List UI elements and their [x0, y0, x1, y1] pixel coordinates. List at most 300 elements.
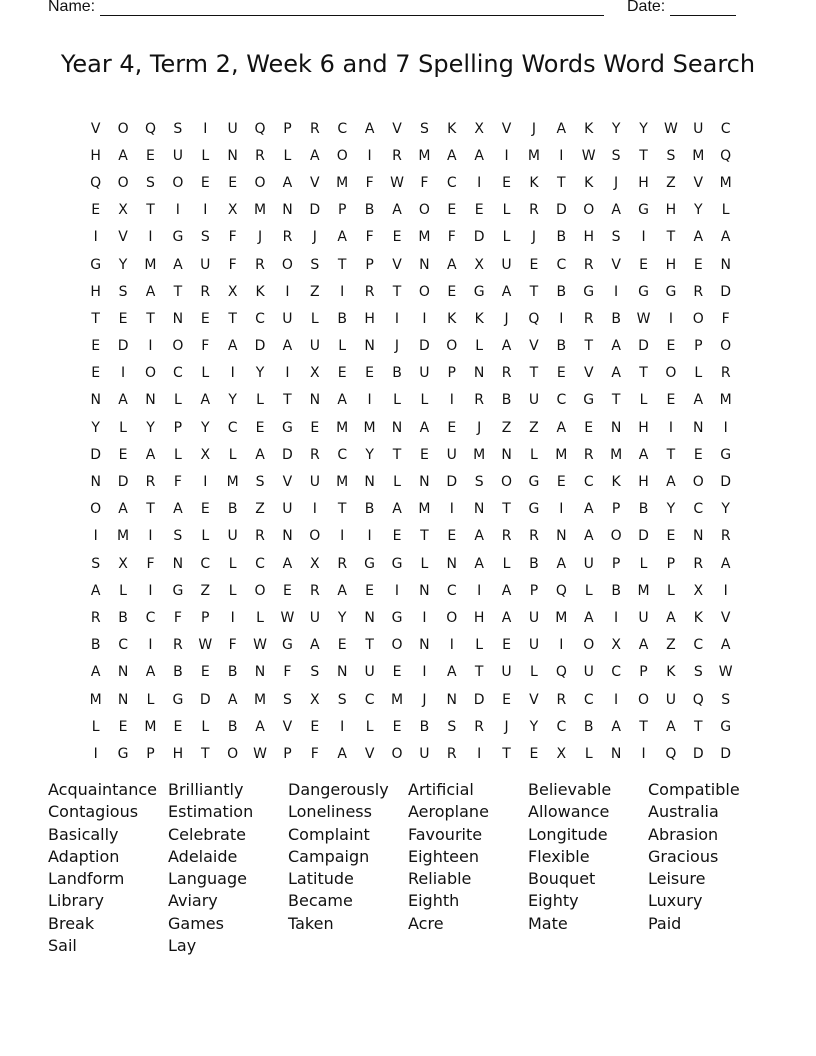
grid-letter[interactable]: O [637, 691, 650, 708]
grid-letter[interactable]: S [91, 555, 101, 572]
grid-letter[interactable]: L [666, 582, 675, 599]
grid-letter[interactable]: I [723, 582, 728, 599]
grid-letter[interactable]: H [665, 256, 677, 273]
grid-letter[interactable]: N [419, 474, 430, 491]
grid-letter[interactable]: I [312, 501, 317, 518]
grid-letter[interactable]: O [172, 174, 184, 191]
grid-letter[interactable]: V [611, 256, 621, 273]
grid-letter[interactable]: G [172, 582, 184, 599]
grid-letter[interactable]: E [447, 283, 457, 300]
grid-letter[interactable]: M [363, 419, 376, 436]
grid-letter[interactable]: L [119, 419, 127, 436]
grid-letter[interactable]: D [199, 691, 211, 708]
grid-letter[interactable]: T [529, 283, 539, 300]
grid-letter[interactable]: X [310, 691, 320, 708]
grid-letter[interactable]: H [665, 202, 677, 219]
grid-letter[interactable]: H [638, 174, 649, 191]
grid-letter[interactable]: I [340, 718, 345, 735]
grid-letter[interactable]: J [257, 229, 263, 246]
grid-letter[interactable]: U [446, 446, 457, 463]
grid-letter[interactable]: I [230, 365, 235, 382]
grid-letter[interactable]: V [583, 365, 594, 382]
grid-letter[interactable]: R [693, 555, 704, 572]
grid-letter[interactable]: N [473, 365, 485, 382]
grid-letter[interactable]: O [720, 338, 732, 355]
grid-letter[interactable]: W [581, 147, 596, 164]
grid-letter[interactable]: Q [720, 147, 732, 164]
grid-letter[interactable]: A [446, 147, 457, 164]
grid-letter[interactable]: C [693, 637, 704, 654]
grid-letter[interactable]: E [91, 365, 101, 382]
grid-letter[interactable]: G [282, 419, 293, 436]
grid-letter[interactable]: T [365, 637, 374, 654]
grid-letter[interactable]: E [392, 664, 402, 681]
grid-letter[interactable]: A [90, 582, 101, 599]
grid-letter[interactable]: B [583, 718, 594, 735]
grid-letter[interactable]: J [504, 718, 509, 735]
grid-letter[interactable]: O [583, 202, 595, 219]
grid-letter[interactable]: N [473, 501, 485, 518]
grid-letter[interactable]: P [146, 745, 155, 762]
grid-letter[interactable]: M [692, 147, 705, 164]
grid-letter[interactable]: A [501, 582, 512, 599]
grid-letter[interactable]: E [474, 202, 484, 219]
grid-letter[interactable]: A [501, 609, 512, 626]
grid-letter[interactable]: Y [200, 419, 210, 436]
grid-letter[interactable]: Q [665, 745, 677, 762]
grid-letter[interactable]: E [146, 147, 155, 164]
grid-letter[interactable]: M [253, 691, 267, 708]
grid-letter[interactable]: D [692, 745, 704, 762]
grid-letter[interactable]: R [309, 446, 320, 463]
grid-letter[interactable]: M [527, 147, 540, 164]
grid-letter[interactable]: A [145, 446, 156, 463]
grid-letter[interactable]: U [528, 392, 540, 409]
grid-letter[interactable]: M [555, 609, 568, 626]
grid-letter[interactable]: D [473, 229, 485, 246]
grid-letter[interactable]: A [583, 528, 594, 545]
grid-letter[interactable]: C [611, 664, 621, 681]
grid-letter[interactable]: A [118, 147, 128, 164]
grid-letter[interactable]: D [638, 338, 649, 355]
grid-letter[interactable]: L [310, 310, 319, 327]
grid-letter[interactable]: U [638, 609, 649, 626]
grid-letter[interactable]: N [419, 256, 430, 273]
grid-letter[interactable]: A [611, 718, 621, 735]
grid-letter[interactable]: L [228, 555, 237, 572]
grid-letter[interactable]: R [583, 310, 594, 327]
grid-letter[interactable]: N [90, 474, 101, 491]
grid-letter[interactable]: M [144, 256, 157, 273]
grid-letter[interactable]: E [447, 528, 457, 545]
grid-letter[interactable]: B [501, 392, 512, 409]
grid-letter[interactable]: N [90, 392, 101, 409]
grid-letter[interactable]: J [504, 310, 509, 327]
grid-letter[interactable]: A [337, 745, 347, 762]
grid-letter[interactable]: F [146, 555, 155, 572]
grid-letter[interactable]: O [446, 338, 458, 355]
grid-letter[interactable]: R [309, 582, 320, 599]
grid-letter[interactable]: R [583, 446, 594, 463]
grid-letter[interactable]: B [173, 664, 183, 681]
grid-letter[interactable]: A [611, 202, 621, 219]
grid-letter[interactable]: K [666, 664, 676, 681]
grid-letter[interactable]: F [228, 256, 237, 273]
grid-letter[interactable]: E [200, 664, 210, 681]
grid-letter[interactable]: C [556, 256, 567, 273]
grid-letter[interactable]: S [173, 528, 183, 545]
date-field[interactable] [627, 0, 736, 16]
grid-letter[interactable]: R [255, 528, 265, 545]
grid-letter[interactable]: N [117, 664, 129, 681]
grid-letter[interactable]: V [310, 174, 320, 191]
grid-letter[interactable]: I [340, 283, 345, 300]
grid-letter[interactable]: Y [91, 419, 100, 436]
grid-letter[interactable]: Y [228, 392, 237, 409]
grid-letter[interactable]: O [144, 365, 156, 382]
grid-letter[interactable]: E [392, 229, 402, 246]
grid-letter[interactable]: S [310, 664, 320, 681]
grid-letter[interactable]: I [477, 174, 482, 191]
grid-letter[interactable]: E [693, 256, 703, 273]
grid-letter[interactable]: P [173, 419, 183, 436]
grid-letter[interactable]: L [228, 446, 237, 463]
grid-letter[interactable]: L [91, 718, 100, 735]
grid-letter[interactable]: K [255, 283, 265, 300]
grid-letter[interactable]: R [474, 392, 485, 409]
grid-letter[interactable]: I [668, 419, 673, 436]
grid-letter[interactable]: L [338, 338, 347, 355]
grid-letter[interactable]: J [422, 691, 427, 708]
grid-letter[interactable]: E [419, 446, 429, 463]
grid-letter[interactable]: I [477, 745, 482, 762]
grid-letter[interactable]: U [282, 310, 293, 327]
grid-letter[interactable]: Z [666, 637, 676, 654]
grid-letter[interactable]: R [693, 283, 704, 300]
grid-letter[interactable]: L [256, 609, 264, 626]
grid-letter[interactable]: A [693, 392, 704, 409]
grid-letter[interactable]: F [365, 174, 374, 191]
grid-letter[interactable]: N [556, 528, 567, 545]
grid-letter[interactable]: F [721, 310, 730, 327]
grid-letter[interactable]: E [200, 174, 210, 191]
grid-letter[interactable]: M [637, 582, 650, 599]
grid-letter[interactable]: A [90, 664, 101, 681]
grid-letter[interactable]: E [365, 365, 375, 382]
grid-letter[interactable]: A [337, 392, 347, 409]
grid-letter[interactable]: Z [200, 582, 211, 599]
grid-letter[interactable]: F [365, 229, 374, 246]
grid-letter[interactable]: R [446, 745, 457, 762]
grid-letter[interactable]: G [364, 555, 376, 572]
grid-letter[interactable]: A [173, 501, 183, 518]
grid-letter[interactable]: A [638, 446, 649, 463]
grid-letter[interactable]: F [420, 174, 429, 191]
grid-letter[interactable]: G [528, 501, 540, 518]
grid-letter[interactable]: I [559, 637, 564, 654]
grid-letter[interactable]: I [614, 609, 619, 626]
grid-letter[interactable]: U [665, 691, 677, 708]
grid-letter[interactable]: A [501, 283, 512, 300]
grid-letter[interactable]: Y [694, 202, 703, 219]
grid-letter[interactable]: A [666, 609, 676, 626]
grid-letter[interactable]: G [720, 718, 732, 735]
grid-letter[interactable]: R [556, 691, 567, 708]
grid-letter[interactable]: U [583, 555, 594, 572]
grid-letter[interactable]: D [446, 474, 458, 491]
grid-letter[interactable]: T [146, 202, 155, 219]
grid-letter[interactable]: E [310, 419, 320, 436]
grid-letter[interactable]: C [145, 609, 156, 626]
grid-letter[interactable]: V [501, 120, 512, 137]
grid-letter[interactable]: F [447, 229, 456, 246]
grid-letter[interactable]: E [639, 256, 648, 273]
grid-letter[interactable]: R [200, 283, 211, 300]
grid-letter[interactable]: U [309, 338, 320, 355]
grid-letter[interactable]: B [364, 501, 375, 518]
grid-letter[interactable]: G [117, 745, 129, 762]
grid-letter[interactable]: B [638, 501, 649, 518]
grid-letter[interactable]: N [364, 474, 375, 491]
grid-letter[interactable]: A [666, 718, 676, 735]
grid-letter[interactable]: D [254, 338, 266, 355]
grid-letter[interactable]: N [693, 419, 704, 436]
grid-letter[interactable]: F [201, 338, 210, 355]
grid-letter[interactable]: I [449, 392, 454, 409]
grid-letter[interactable]: A [666, 474, 676, 491]
grid-letter[interactable]: O [391, 637, 403, 654]
grid-letter[interactable]: B [556, 229, 567, 246]
grid-letter[interactable]: J [477, 419, 482, 436]
grid-letter[interactable]: U [528, 609, 540, 626]
grid-letter[interactable]: A [474, 147, 484, 164]
grid-letter[interactable]: L [393, 474, 401, 491]
grid-letter[interactable]: I [148, 338, 153, 355]
grid-letter[interactable]: U [227, 120, 238, 137]
grid-letter[interactable]: Q [254, 120, 266, 137]
grid-letter[interactable]: K [584, 120, 594, 137]
grid-letter[interactable]: I [394, 582, 400, 599]
grid-letter[interactable]: S [146, 174, 155, 191]
grid-letter[interactable]: I [121, 365, 126, 382]
grid-letter[interactable]: I [641, 229, 646, 246]
grid-letter[interactable]: G [528, 474, 540, 491]
grid-letter[interactable]: E [310, 718, 320, 735]
grid-letter[interactable]: W [636, 310, 651, 327]
grid-letter[interactable]: E [502, 691, 511, 708]
grid-letter[interactable]: A [556, 419, 567, 436]
grid-letter[interactable]: V [392, 120, 402, 137]
grid-letter[interactable]: M [418, 229, 431, 246]
grid-letter[interactable]: X [310, 365, 320, 382]
grid-letter[interactable]: N [254, 664, 266, 681]
grid-letter[interactable]: S [693, 664, 703, 681]
grid-letter[interactable]: T [584, 338, 593, 355]
grid-letter[interactable]: Y [666, 501, 676, 518]
grid-letter[interactable]: R [501, 528, 512, 545]
grid-letter[interactable]: U [419, 365, 430, 382]
grid-letter[interactable]: N [364, 609, 375, 626]
grid-letter[interactable]: C [583, 474, 594, 491]
grid-letter[interactable]: A [583, 501, 594, 518]
grid-letter[interactable]: P [639, 664, 648, 681]
grid-letter[interactable]: L [365, 718, 374, 735]
grid-letter[interactable]: I [422, 609, 427, 626]
grid-letter[interactable]: S [611, 229, 621, 246]
grid-letter[interactable]: T [228, 310, 237, 327]
grid-letter[interactable]: V [529, 338, 539, 355]
grid-letter[interactable]: E [365, 582, 375, 599]
grid-letter[interactable]: Y [118, 256, 128, 273]
grid-letter[interactable]: E [91, 338, 101, 355]
grid-letter[interactable]: L [201, 528, 210, 545]
grid-letter[interactable]: L [584, 745, 593, 762]
grid-letter[interactable]: B [611, 310, 621, 327]
grid-letter[interactable]: X [118, 202, 128, 219]
grid-letter[interactable]: E [200, 501, 210, 518]
grid-letter[interactable]: L [530, 446, 538, 463]
grid-letter[interactable]: Q [555, 664, 567, 681]
grid-letter[interactable]: E [584, 419, 594, 436]
grid-letter[interactable]: H [473, 609, 485, 626]
grid-letter[interactable]: A [282, 338, 293, 355]
grid-letter[interactable]: O [418, 202, 430, 219]
grid-letter[interactable]: R [529, 202, 539, 219]
grid-letter[interactable]: Y [255, 365, 265, 382]
grid-letter[interactable]: N [145, 392, 156, 409]
grid-letter[interactable]: G [473, 283, 485, 300]
grid-letter[interactable]: G [391, 609, 403, 626]
grid-letter[interactable]: Y [337, 609, 347, 626]
grid-letter[interactable]: W [663, 120, 678, 137]
name-blank-line[interactable] [100, 0, 604, 16]
grid-letter[interactable]: G [282, 637, 293, 654]
grid-letter[interactable]: I [148, 229, 153, 246]
grid-letter[interactable]: F [228, 229, 237, 246]
grid-letter[interactable]: M [418, 501, 431, 518]
grid-letter[interactable]: N [446, 691, 458, 708]
grid-letter[interactable]: T [337, 256, 347, 273]
grid-letter[interactable]: D [282, 446, 293, 463]
grid-letter[interactable]: R [720, 528, 731, 545]
grid-letter[interactable]: O [117, 120, 129, 137]
grid-letter[interactable]: T [146, 501, 155, 518]
grid-letter[interactable]: N [172, 555, 184, 572]
grid-letter[interactable]: L [201, 365, 210, 382]
grid-letter[interactable]: W [390, 174, 404, 191]
grid-letter[interactable]: I [367, 392, 372, 409]
grid-letter[interactable]: E [447, 419, 457, 436]
grid-letter[interactable]: M [390, 691, 404, 708]
grid-letter[interactable]: T [666, 446, 676, 463]
grid-letter[interactable]: B [227, 664, 238, 681]
grid-letter[interactable]: U [583, 664, 594, 681]
grid-letter[interactable]: Z [501, 419, 512, 436]
grid-letter[interactable]: R [173, 637, 183, 654]
grid-letter[interactable]: R [145, 474, 156, 491]
grid-letter[interactable]: I [504, 147, 509, 164]
grid-letter[interactable]: L [639, 392, 648, 409]
grid-letter[interactable]: D [418, 338, 430, 355]
grid-letter[interactable]: A [392, 202, 402, 219]
grid-letter[interactable]: Y [529, 718, 539, 735]
grid-letter[interactable]: Z [310, 283, 320, 300]
name-field[interactable] [48, 0, 604, 16]
grid-letter[interactable]: L [256, 392, 264, 409]
grid-letter[interactable]: A [556, 120, 567, 137]
grid-letter[interactable]: U [501, 664, 512, 681]
grid-letter[interactable]: N [282, 528, 293, 545]
grid-letter[interactable]: Q [692, 691, 704, 708]
grid-letter[interactable]: E [556, 365, 566, 382]
grid-letter[interactable]: C [556, 718, 567, 735]
grid-letter[interactable]: O [692, 474, 704, 491]
grid-letter[interactable]: P [201, 609, 210, 626]
grid-letter[interactable]: G [638, 283, 649, 300]
grid-letter[interactable]: H [364, 310, 375, 327]
grid-letter[interactable]: K [529, 174, 539, 191]
grid-letter[interactable]: C [118, 637, 128, 654]
grid-letter[interactable]: T [392, 283, 402, 300]
grid-letter[interactable]: C [556, 392, 567, 409]
grid-letter[interactable]: S [721, 691, 731, 708]
grid-letter[interactable]: I [93, 745, 98, 762]
grid-letter[interactable]: E [529, 256, 539, 273]
grid-letter[interactable]: G [391, 555, 403, 572]
grid-letter[interactable]: E [200, 310, 210, 327]
grid-letter[interactable]: M [473, 446, 486, 463]
grid-letter[interactable]: V [282, 718, 293, 735]
grid-letter[interactable]: H [583, 229, 594, 246]
grid-letter[interactable]: S [666, 147, 676, 164]
grid-letter[interactable]: M [226, 474, 239, 491]
grid-letter[interactable]: F [310, 745, 319, 762]
grid-letter[interactable]: A [611, 365, 621, 382]
grid-letter[interactable]: R [90, 609, 101, 626]
grid-letter[interactable]: A [145, 283, 156, 300]
grid-letter[interactable]: U [364, 664, 375, 681]
grid-letter[interactable]: X [118, 555, 128, 572]
grid-letter[interactable]: A [693, 229, 704, 246]
grid-letter[interactable]: A [282, 555, 293, 572]
grid-letter[interactable]: S [310, 256, 320, 273]
grid-letter[interactable]: A [611, 338, 621, 355]
grid-letter[interactable]: X [227, 202, 238, 219]
grid-letter[interactable]: M [555, 446, 568, 463]
grid-letter[interactable]: A [227, 691, 238, 708]
grid-letter[interactable]: E [666, 338, 676, 355]
grid-letter[interactable]: T [420, 528, 429, 545]
grid-letter[interactable]: R [501, 365, 512, 382]
grid-letter[interactable]: I [285, 283, 290, 300]
grid-letter[interactable]: I [559, 310, 564, 327]
grid-letter[interactable]: B [227, 501, 238, 518]
grid-letter[interactable]: L [502, 229, 511, 246]
grid-letter[interactable]: A [282, 174, 293, 191]
grid-letter[interactable]: R [392, 147, 402, 164]
grid-letter[interactable]: I [367, 147, 372, 164]
grid-letter[interactable]: I [723, 419, 728, 436]
grid-letter[interactable]: O [117, 174, 129, 191]
grid-letter[interactable]: O [309, 528, 321, 545]
grid-letter[interactable]: D [117, 474, 129, 491]
grid-letter[interactable]: S [282, 691, 292, 708]
grid-letter[interactable]: I [148, 582, 153, 599]
grid-letter[interactable]: E [173, 718, 183, 735]
grid-letter[interactable]: U [172, 147, 183, 164]
grid-letter[interactable]: S [474, 474, 484, 491]
grid-letter[interactable]: L [146, 691, 155, 708]
